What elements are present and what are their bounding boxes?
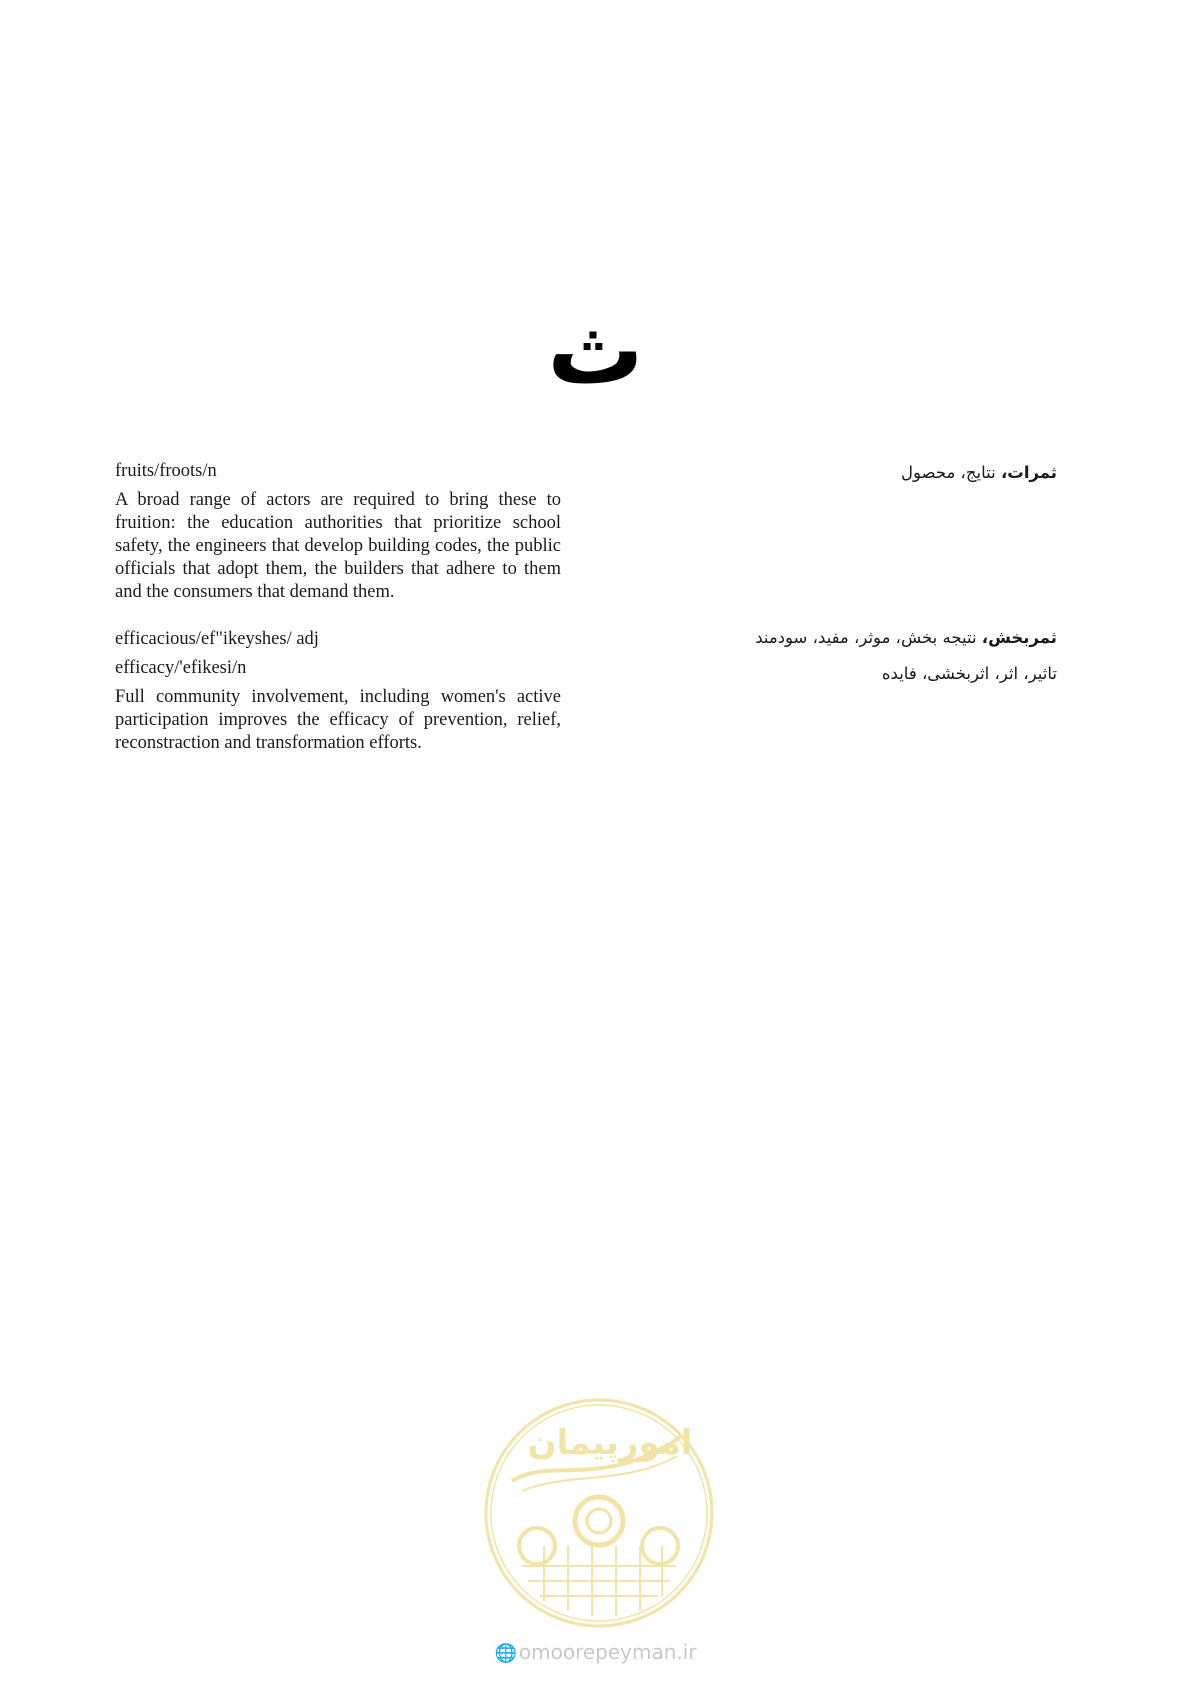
persian-term: ثمرات، [1000, 463, 1057, 482]
persian-meaning: نتایج، محصول [901, 463, 1001, 482]
entry-fruits-english [115, 460, 561, 604]
entry-fruits-persian [637, 455, 1057, 491]
watermark-logo [482, 1396, 716, 1630]
entry-efficacious-english [115, 628, 561, 651]
persian-meaning: نتیجه بخش، موثر، مفید، سودمند [755, 628, 982, 647]
watermark-site-text: omoorepeyman.ir [518, 1640, 697, 1664]
entry-headword: efficacy/'efikesi/n [115, 658, 247, 678]
entry-efficacy-persian [637, 656, 1057, 692]
entry-efficacy-english [115, 657, 561, 755]
entry-headword: fruits/froots/n [115, 461, 217, 481]
globe-icon: 🌐 [494, 1643, 517, 1664]
watermark-logo-text: امورپیمان [527, 1423, 693, 1463]
persian-meaning: تاثیر، اثر، اثربخشی، فایده [881, 664, 1057, 683]
entry-efficacious-persian [637, 620, 1057, 656]
watermark-site [0, 1640, 1191, 1664]
entry-headword: efficacious/ef"ikeyshes/ adj [115, 629, 319, 649]
entry-example: Full community involvement, including women's active participation improves the efficacy of prevention, relief, reconstraction and transformation efforts. [115, 687, 561, 753]
persian-term: ثمربخش، [981, 628, 1057, 647]
entry-example: A broad range of actors are required to bring these to fruition: the education authorities that prioritize school safety, the engineers that develop building codes, the public officials that adopt them, the builders that adhere to them and the consumers that demand them. [115, 490, 561, 602]
section-letter-heading: ث [547, 294, 644, 406]
